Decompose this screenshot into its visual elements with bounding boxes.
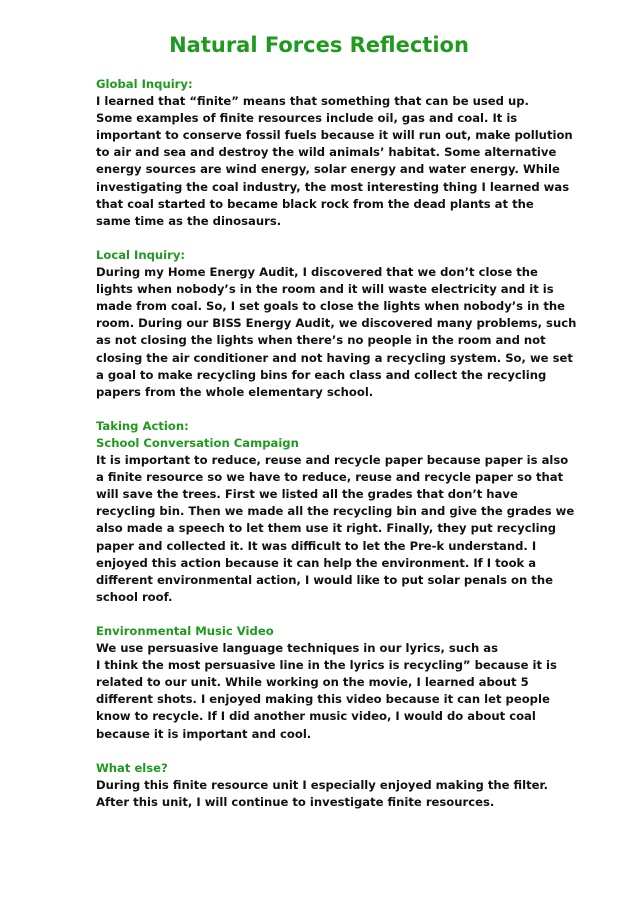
section-music-video <box>96 623 556 743</box>
paragraph-line: a finite resource so we have to reduce, reuse and recycle paper so that <box>96 470 564 485</box>
paragraph-line: because it is important and cool. <box>96 726 312 741</box>
document-body <box>96 76 577 828</box>
document-title: Natural Forces Reflection <box>169 33 469 57</box>
section-heading: What else? <box>96 760 168 775</box>
paragraph-line: During this finite resource unit I especially enjoyed making the filter. <box>96 777 548 792</box>
paragraph-line: to air and sea and destroy the wild animals’ habitat. Some alternative <box>96 145 557 160</box>
paragraph-line: investigating the coal industry, the most interesting thing I learned was <box>96 179 570 194</box>
paragraph-line: important to conserve fossil fuels because it will run out, make pollution <box>96 128 573 143</box>
paragraph-line: We use persuasive language techniques in our lyrics, such as <box>96 641 498 656</box>
section-heading: Local Inquiry: <box>96 247 186 262</box>
section-what-else <box>96 760 556 811</box>
paragraph-line: During my Home Energy Audit, I discovered that we don’t close the <box>96 265 538 280</box>
paragraph-line: know to recycle. If I did another music video, I would do about coal <box>96 709 536 724</box>
paragraph-line: lights when nobody’s in the room and it will waste electricity and it is <box>96 282 554 297</box>
paragraph-line: After this unit, I will continue to investigate finite resources. <box>96 794 495 809</box>
section-heading: Global Inquiry: <box>96 77 193 91</box>
paragraph-line: energy sources are wind energy, solar energy and water energy. While <box>96 162 560 177</box>
section-heading: Environmental Music Video <box>96 624 274 638</box>
paragraph-line: papers from the whole elementary school. <box>96 384 374 399</box>
paragraph-line: will save the trees. First we listed all the grades that don’t have <box>96 487 518 502</box>
paragraph-line: Some examples of finite resources include oil, gas and coal. It is <box>96 111 518 126</box>
paragraph-line: that coal started to became black rock from the dead plants at the <box>96 196 534 211</box>
paragraph-line: also made a speech to let them use it right. Finally, they put recycling <box>96 521 557 536</box>
paragraph-line: closing the air conditioner and not having a recycling system. So, we set <box>96 350 573 365</box>
section-subheading: School Conversation Campaign <box>96 435 299 450</box>
paragraph-line: I learned that “finite” means that something that can be used up. <box>96 94 529 109</box>
paragraph-line: related to our unit. While working on the movie, I learned about 5 <box>96 675 529 690</box>
paragraph-line: a goal to make recycling bins for each class and collect the recycling <box>96 367 547 382</box>
paragraph-line: enjoyed this action because it can help the environment. If I took a <box>96 555 537 570</box>
paragraph-line: recycling bin. Then we made all the recycling bin and give the grades we <box>96 504 575 519</box>
section-taking-action <box>96 418 575 606</box>
paragraph-line: It is important to reduce, reuse and recycle paper because paper is also <box>96 453 569 468</box>
paragraph-line: I think the most persuasive line in the lyrics is recycling” because it is <box>96 658 557 673</box>
section-heading: Taking Action: <box>96 418 189 433</box>
paragraph-line: school roof. <box>96 589 173 604</box>
paragraph-line: made from coal. So, I set goals to close the lights when nobody’s in the <box>96 299 566 314</box>
paragraph-line: as not closing the lights when there’s no people in the room and not <box>96 333 546 348</box>
paragraph-line: same time as the dinosaurs. <box>96 213 282 228</box>
section-global-inquiry <box>96 76 573 230</box>
section-local-inquiry <box>96 247 577 401</box>
paragraph-line: different shots. I enjoyed making this video because it can let people <box>96 692 550 707</box>
paragraph-line: room. During our BISS Energy Audit, we discovered many problems, such <box>96 316 577 331</box>
paragraph-line: different environmental action, I would like to put solar penals on the <box>96 572 553 587</box>
paragraph-line: paper and collected it. It was difficult to let the Pre-k understand. I <box>96 538 537 553</box>
